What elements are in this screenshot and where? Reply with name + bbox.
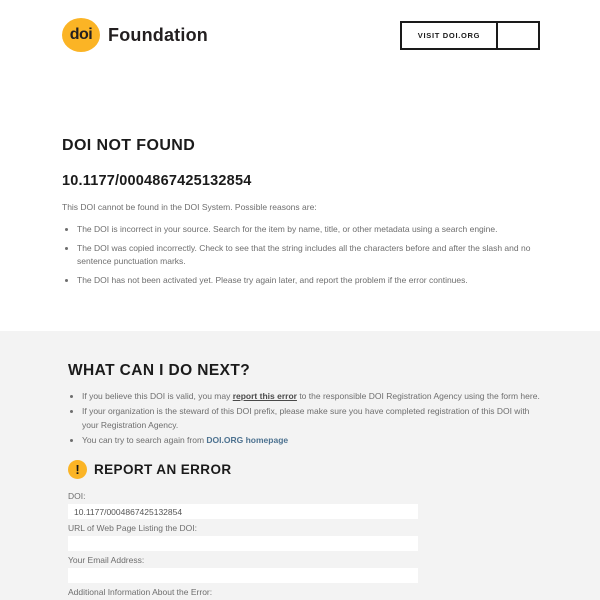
form-field-doi bbox=[68, 491, 540, 519]
doi-org-homepage-link[interactable]: DOI.ORG homepage bbox=[206, 435, 289, 445]
next-step-item bbox=[82, 433, 540, 447]
report-this-error-link[interactable]: report this error bbox=[232, 391, 297, 401]
doi-string: 10.1177/0004867425132854 bbox=[62, 173, 252, 189]
header-buttons bbox=[400, 21, 540, 50]
additional-info-field-label: Additional Information About the Error: bbox=[68, 587, 213, 597]
doi-not-found-section bbox=[0, 70, 600, 331]
doi-logo-icon: doi bbox=[62, 18, 100, 52]
reason-item: • The DOI was copied incorrectly. Check to see that the string includes all the characters before and after the slash and no sentence punctuation marks. bbox=[77, 242, 538, 268]
email-field-label: Your Email Address: bbox=[68, 555, 145, 565]
warning-icon: ! bbox=[68, 460, 87, 479]
report-error-header bbox=[68, 460, 540, 479]
next-step-item bbox=[82, 389, 540, 403]
form-field-email bbox=[68, 555, 540, 583]
email-field-input[interactable] bbox=[68, 568, 418, 583]
next-step-item bbox=[82, 404, 540, 432]
report-error-title: REPORT AN ERROR bbox=[94, 462, 232, 477]
doi-foundation-logo[interactable] bbox=[62, 18, 208, 52]
next-steps-list bbox=[68, 389, 540, 447]
form-field-url bbox=[68, 523, 540, 551]
logo-wordmark: Foundation bbox=[108, 24, 208, 45]
form-field-additional-info bbox=[68, 587, 540, 600]
next-step-text: If you believe this DOI is valid, you may bbox=[82, 391, 233, 401]
report-error-form bbox=[68, 491, 540, 600]
page-title: DOI NOT FOUND bbox=[62, 137, 196, 154]
intro-text: This DOI cannot be found in the DOI System. Possible reasons are: bbox=[62, 202, 317, 212]
what-can-i-do-next-section bbox=[0, 331, 600, 600]
url-field-input[interactable] bbox=[68, 536, 418, 551]
doi-field-label: DOI: bbox=[68, 491, 86, 501]
next-step-text: to the responsible DOI Registration Agency using the form here. bbox=[296, 391, 540, 401]
reason-list bbox=[62, 223, 538, 287]
reason-item: • The DOI has not been activated yet. Please try again later, and report the problem if the error continues. bbox=[77, 274, 538, 287]
next-step-text: You can try to search again from bbox=[82, 435, 207, 445]
reason-item: • The DOI is incorrect in your source. Search for the item by name, title, or other metadata using a search engine. bbox=[77, 223, 538, 236]
doi-field-input[interactable] bbox=[68, 504, 418, 519]
next-step-text: If your organization is the steward of this DOI prefix, please make sure you have completed registration of this DOI with your Registration Agency. bbox=[82, 406, 530, 430]
next-steps-title: WHAT CAN I DO NEXT? bbox=[68, 362, 251, 379]
menu-button[interactable] bbox=[498, 21, 540, 50]
url-field-label: URL of Web Page Listing the DOI: bbox=[68, 523, 197, 533]
header bbox=[0, 0, 600, 70]
visit-doi-org-button[interactable]: VISIT DOI.ORG bbox=[400, 21, 498, 50]
